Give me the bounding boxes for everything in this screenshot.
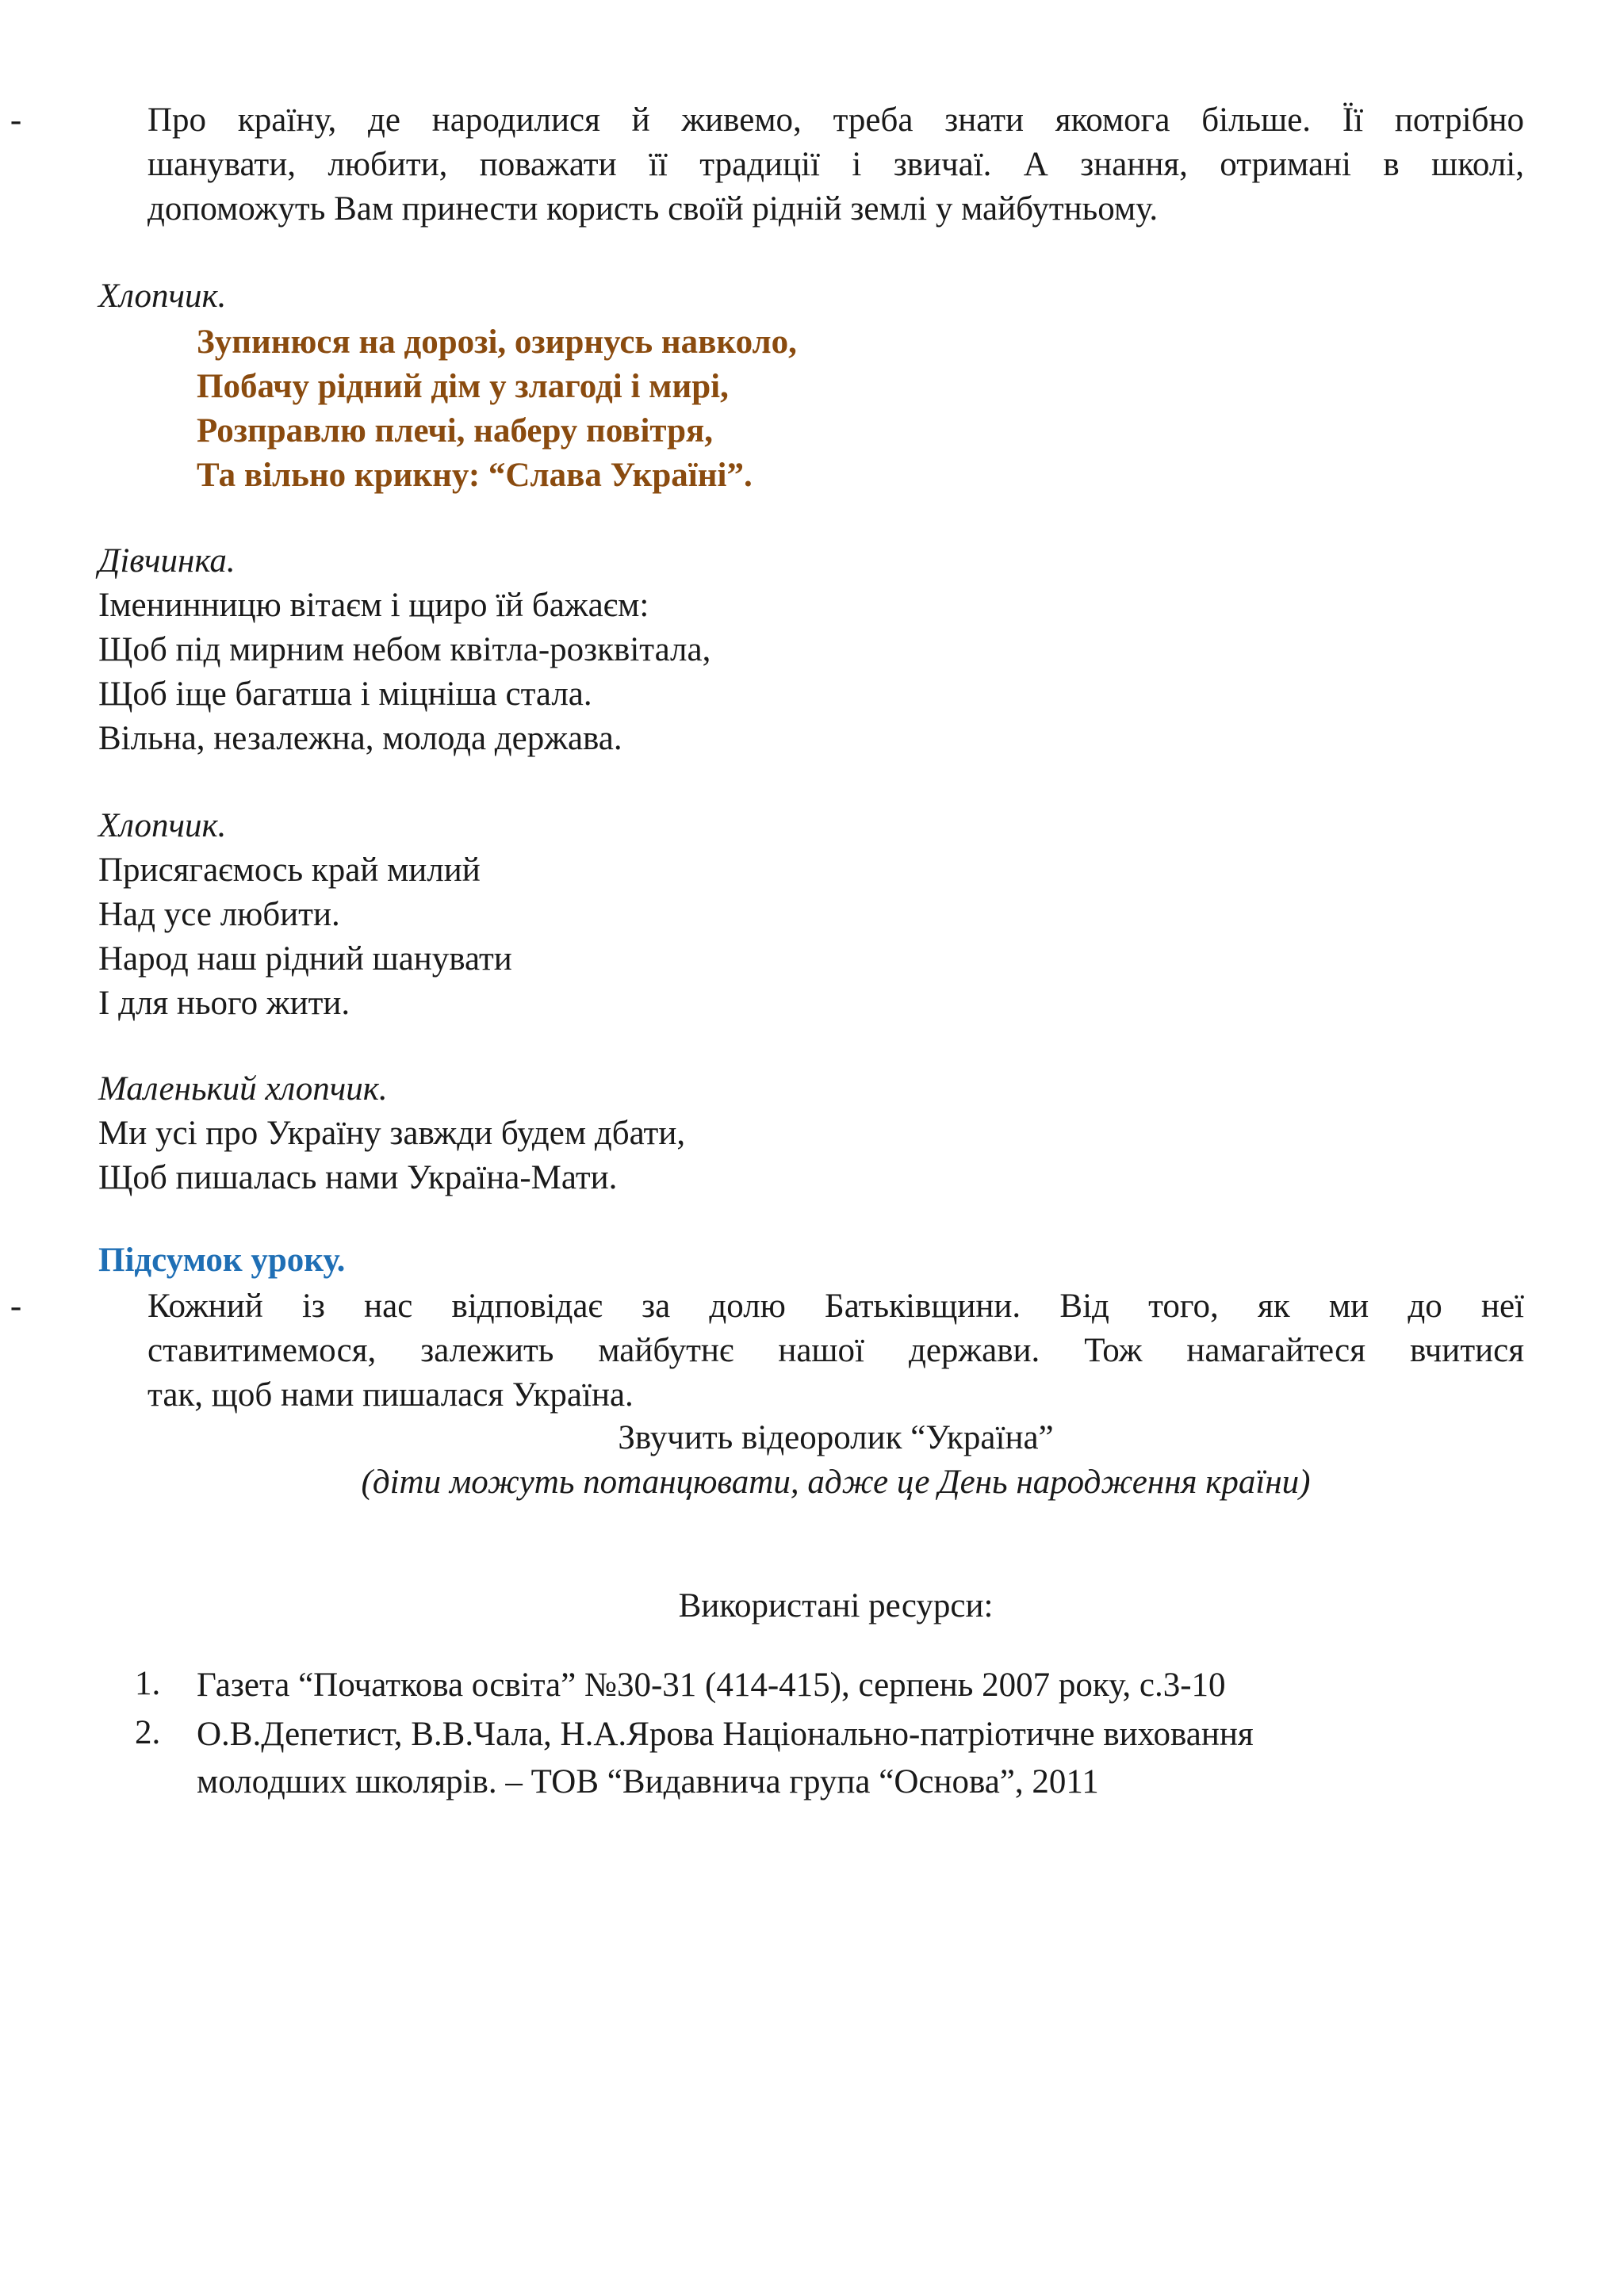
boy-poem bbox=[197, 320, 797, 498]
verse-line-1: Присягаємось край милий bbox=[98, 851, 481, 889]
list-number: 2. bbox=[135, 1714, 161, 1751]
summary-section bbox=[98, 1238, 1526, 1283]
summary-line-2: ставитимемося, залежить майбутнє нашої держави. Тож намагайтеся вчитися bbox=[147, 1332, 1524, 1369]
summary-line-3: так, щоб нами пишалася Україна. bbox=[147, 1376, 634, 1414]
list-text bbox=[197, 1662, 1529, 1709]
list-text bbox=[197, 1711, 1529, 1806]
list-line: О.В.Депетист, В.В.Чала, Н.А.Ярова Національно-патріотичне виховання bbox=[197, 1716, 1254, 1753]
verse-line-1: Іменинницю вітаєм і щиро їй бажаєм: bbox=[98, 587, 649, 624]
boy-speaker-1 bbox=[98, 274, 1526, 319]
verse-line-4: Вільна, незалежна, молода держава. bbox=[98, 720, 622, 757]
list-item bbox=[135, 1711, 1530, 1806]
speaker-label: Хлопчик. bbox=[98, 277, 227, 315]
verse-line-2: Над усе любити. bbox=[98, 896, 340, 933]
list-number: 1. bbox=[135, 1665, 161, 1702]
summary-paragraph bbox=[10, 1284, 1524, 1418]
intro-line-1: Про країну, де народилися й живемо, треба знати якомога більше. Її потрібно bbox=[147, 101, 1524, 139]
poem-line-4: Та вільно крикну: “Слава Україні”. bbox=[197, 457, 753, 494]
intro-line-2: шанувати, любити, поважати її традиції і звичаї. А знання, отримані в школі, bbox=[147, 146, 1524, 183]
note-line: (діти можуть потанцювати, адже це День народження країни) bbox=[361, 1464, 1311, 1501]
intro-paragraph bbox=[10, 98, 1524, 232]
poem-line-1: Зупинюся на дорозі, озирнусь навколо, bbox=[197, 323, 797, 361]
video-note bbox=[147, 1416, 1524, 1505]
list-line: молодших школярів. – ТОВ “Видавнича група “Основа”, 2011 bbox=[197, 1763, 1099, 1800]
verse-line-3: Щоб іще багатша і міцніша стала. bbox=[98, 675, 592, 713]
verse-line-1: Ми усі про Україну завжди будем дбати, bbox=[98, 1115, 686, 1152]
little-boy-verse bbox=[98, 1067, 1526, 1200]
girl-verse bbox=[98, 539, 1526, 761]
summary-line-1: Кожний із нас відповідає за долю Батьківщини. Від того, як ми до неї bbox=[147, 1288, 1524, 1325]
bullet-dash: - bbox=[10, 1288, 22, 1325]
list-item bbox=[135, 1662, 1530, 1709]
resources-title: Використані ресурси: bbox=[678, 1587, 994, 1624]
section-heading: Підсумок уроку. bbox=[98, 1242, 346, 1279]
boy-verse-2 bbox=[98, 804, 1526, 1026]
poem-line-3: Розправлю плечі, наберу повітря, bbox=[197, 412, 714, 450]
verse-line-3: Народ наш рідний шанувати bbox=[98, 940, 512, 978]
resources-title-block bbox=[147, 1584, 1524, 1628]
intro-line-3: допоможуть Вам принести користь своїй рідній землі у майбутньому. bbox=[147, 190, 1159, 228]
speaker-label: Хлопчик. bbox=[98, 807, 227, 844]
verse-line-2: Щоб під мирним небом квітла-розквітала, bbox=[98, 631, 711, 668]
speaker-label: Маленький хлопчик. bbox=[98, 1070, 388, 1108]
poem-line-2: Побачу рідний дім у злагоді і мирі, bbox=[197, 368, 729, 405]
verse-line-4: І для нього жити. bbox=[98, 985, 350, 1022]
verse-line-2: Щоб пишалась нами Україна-Мати. bbox=[98, 1159, 618, 1196]
list-line: Газета “Початкова освіта” №30-31 (414-415), серпень 2007 року, с.3-10 bbox=[197, 1667, 1226, 1704]
bullet-dash: - bbox=[10, 101, 22, 139]
speaker-label: Дівчинка. bbox=[98, 542, 236, 580]
video-line: Звучить відеоролик “Україна” bbox=[618, 1419, 1054, 1456]
